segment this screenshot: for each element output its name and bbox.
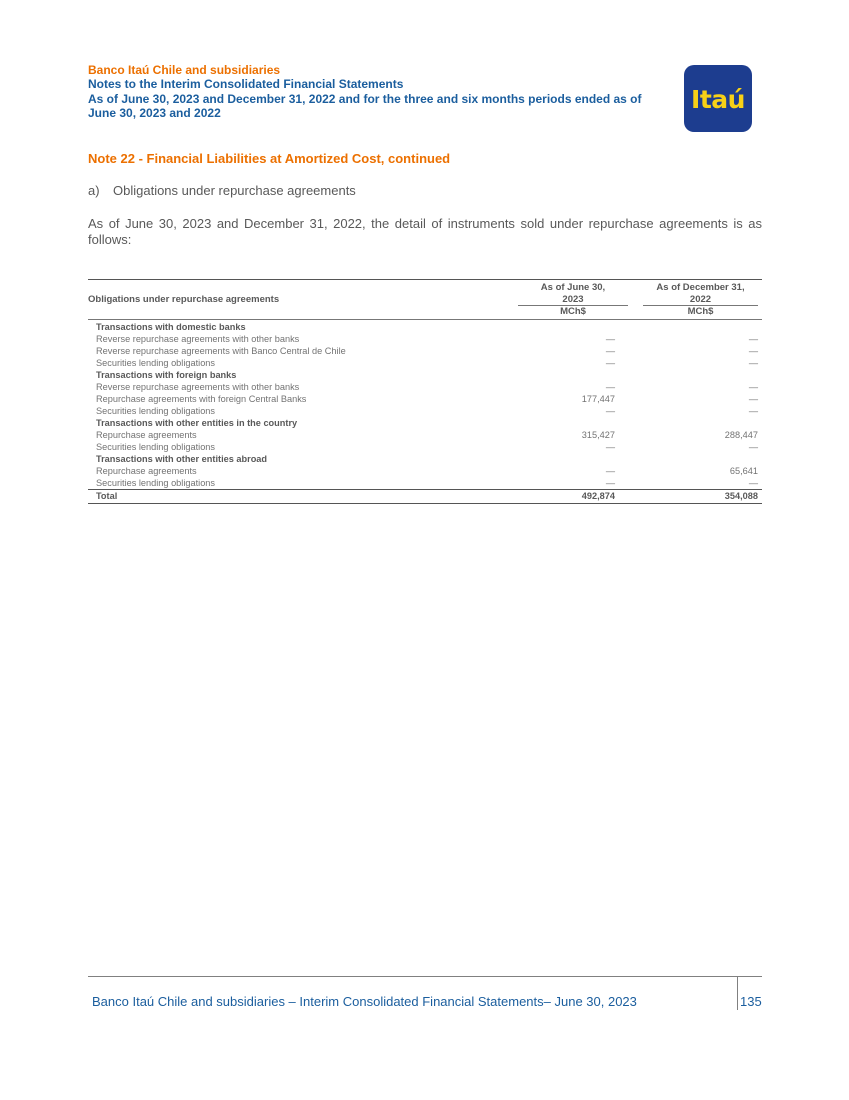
row-label: Securities lending obligations — [96, 442, 216, 452]
subsection-heading — [88, 183, 356, 198]
value-dec-2022: — — [748, 358, 758, 368]
row-label: Reverse repurchase agreements with other banks — [96, 382, 300, 392]
row-label: Securities lending obligations — [96, 406, 216, 416]
col-dec-2022-header — [643, 282, 758, 318]
footer-page-separator — [737, 976, 738, 1010]
value-june-2023: — — [605, 358, 615, 368]
subsection-letter: a) — [88, 183, 100, 198]
value-dec-2022: — — [748, 478, 758, 488]
row-label: Reverse repurchase agreements with other banks — [96, 334, 300, 344]
intro-paragraph: As of June 30, 2023 and December 31, 2022, the detail of instruments sold under repurchase agreements is as follows: — [88, 216, 762, 247]
table-row — [88, 477, 762, 489]
table-row — [88, 441, 762, 453]
footer-text: Banco Itaú Chile and subsidiaries – Interim Consolidated Financial Statements– June 30, 2023 — [92, 994, 637, 1009]
value-june-2023: — — [605, 382, 615, 392]
col1-title: As of June 30, — [540, 282, 606, 293]
value-dec-2022: — — [748, 442, 758, 452]
section-row — [88, 369, 762, 381]
table-row — [88, 381, 762, 393]
table-row — [88, 393, 762, 405]
table-row — [88, 405, 762, 417]
value-june-2023: — — [605, 406, 615, 416]
table-row — [88, 333, 762, 345]
total-label: Total — [96, 491, 118, 501]
table-body — [88, 320, 762, 489]
value-june-2023: — — [605, 442, 615, 452]
value-dec-2022: — — [748, 394, 758, 404]
value-june-2023: 177,447 — [581, 394, 615, 404]
row-label: Securities lending obligations — [96, 478, 216, 488]
col-june-2023-header — [518, 282, 628, 318]
value-dec-2022: 288,447 — [724, 430, 758, 440]
repurchase-table — [88, 279, 762, 504]
value-dec-2022: 65,641 — [729, 466, 758, 476]
total-june-2023: 492,874 — [581, 491, 615, 501]
subsection-text: Obligations under repurchase agreements — [113, 183, 356, 198]
col2-year: 2022 — [689, 293, 712, 305]
col1-unit: MCh$ — [518, 305, 628, 318]
value-dec-2022: — — [748, 406, 758, 416]
value-june-2023: 315,427 — [581, 430, 615, 440]
note-title: Note 22 - Financial Liabilities at Amortized Cost, continued — [88, 151, 451, 166]
header-title: Notes to the Interim Consolidated Financial Statements — [88, 77, 404, 91]
table-label-header: Obligations under repurchase agreements — [88, 294, 280, 305]
value-dec-2022: — — [748, 382, 758, 392]
total-row — [88, 489, 762, 504]
value-dec-2022: — — [748, 334, 758, 344]
row-label: Transactions with domestic banks — [96, 322, 246, 332]
table-row — [88, 429, 762, 441]
value-dec-2022: — — [748, 346, 758, 356]
section-row — [88, 321, 762, 333]
value-june-2023: — — [605, 478, 615, 488]
row-label: Reverse repurchase agreements with Banco Central de Chile — [96, 346, 346, 356]
page-number: 135 — [740, 994, 762, 1009]
table-row — [88, 465, 762, 477]
logo-text: Itaú — [691, 85, 745, 114]
col2-unit: MCh$ — [643, 305, 758, 318]
table-row — [88, 357, 762, 369]
document-header — [88, 63, 678, 121]
row-label: Transactions with other entities abroad — [96, 454, 268, 464]
row-label: Repurchase agreements — [96, 466, 197, 476]
section-row — [88, 417, 762, 429]
row-label: Repurchase agreements — [96, 430, 197, 440]
header-period-line1: As of June 30, 2023 and December 31, 2022 and for the three and six months periods ended as of — [88, 91, 642, 106]
footer-divider — [88, 976, 762, 977]
row-label: Transactions with foreign banks — [96, 370, 237, 380]
company-name: Banco Itaú Chile and subsidiaries — [88, 63, 281, 77]
table-row — [88, 345, 762, 357]
itau-logo — [684, 65, 752, 132]
total-dec-2022: 354,088 — [724, 491, 758, 501]
value-june-2023: — — [605, 346, 615, 356]
row-label: Securities lending obligations — [96, 358, 216, 368]
value-june-2023: — — [605, 466, 615, 476]
row-label: Repurchase agreements with foreign Central Banks — [96, 394, 307, 404]
section-row — [88, 453, 762, 465]
col1-year: 2023 — [562, 293, 584, 305]
header-period-line2: June 30, 2023 and 2022 — [88, 106, 221, 120]
value-june-2023: — — [605, 334, 615, 344]
col2-title: As of December 31, — [656, 282, 745, 293]
table-header — [88, 280, 762, 319]
row-label: Transactions with other entities in the country — [96, 418, 298, 428]
